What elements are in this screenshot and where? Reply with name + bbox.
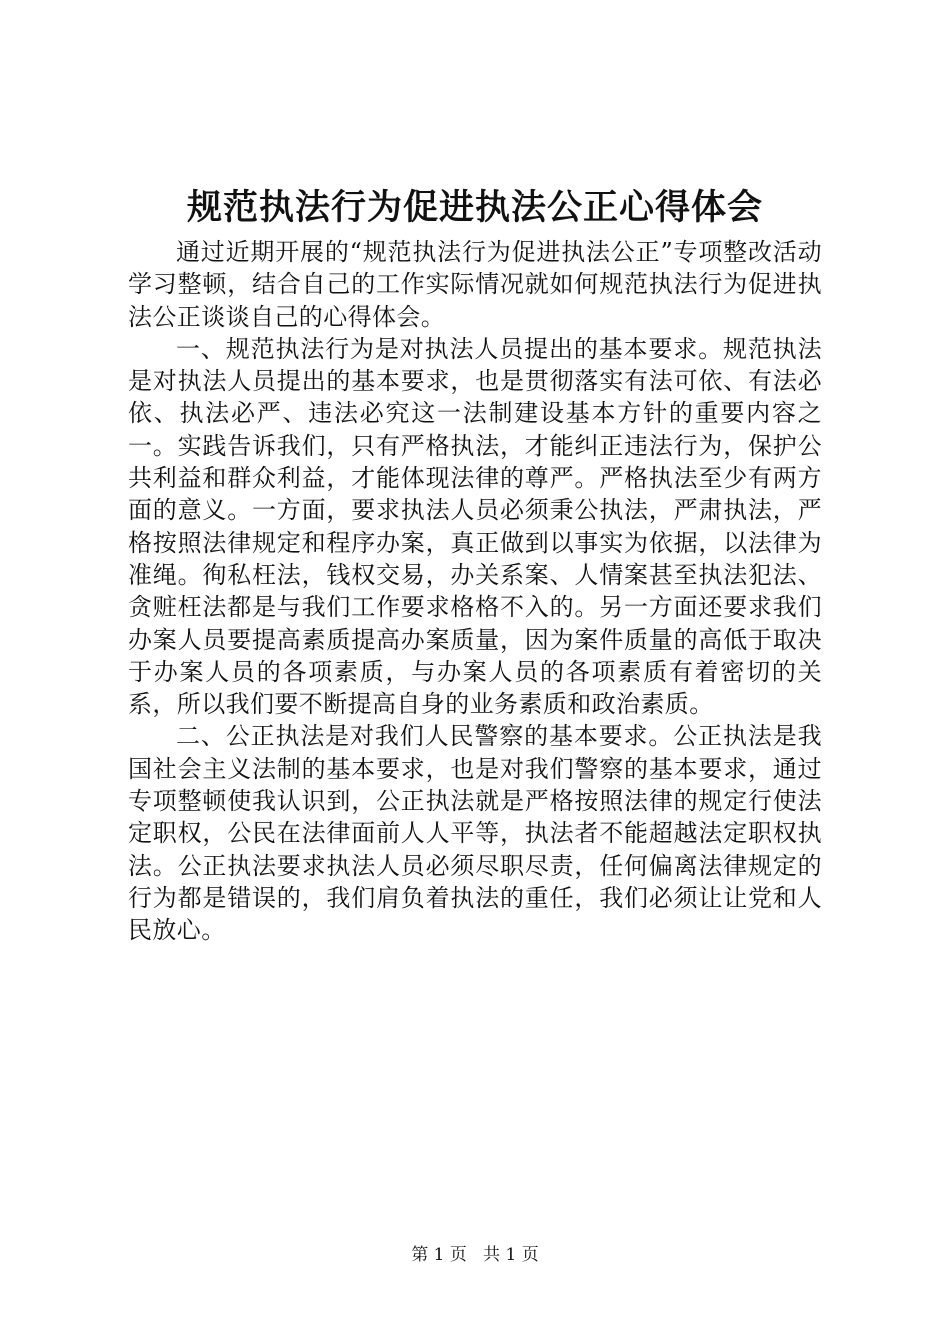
paragraph-section-2: 二、公正执法是对我们人民警察的基本要求。公正执法是我国社会主义法制的基本要求，也是对我们警察的基本要求，通过专项整顿使我认识到，公正执法就是严格按照法律的规定行使法定职权，公民在法律面前人人平等，执法者不能超越法定职权执法。公正执法要求执法人员必须尽职尽责，任何偏离法律规定的行为都是错误的，我们肩负着执法的重任，我们必须让让党和人民放心。 (128, 722, 822, 945)
paragraph-section-1: 一、规范执法行为是对执法人员提出的基本要求。规范执法是对执法人员提出的基本要求，也是贯彻落实有法可依、有法必依、执法必严、违法必究这一法制建设基本方针的重要内容之一。实践告诉我们，只有严格执法，才能纠正违法行为，保护公共利益和群众利益，才能体现法律的尊严。严格执法至少有两方面的意义。一方面，要求执法人员必须秉公执法，严肃执法，严格按照法律规定和程序办案，真正做到以事实为依据，以法律为准绳。徇私枉法，钱权交易，办关系案、人情案甚至执法犯法、贪赃枉法都是与我们工作要求格格不入的。另一方面还要求我们办案人员要提高素质提高办案质量，因为案件质量的高低于取决于办案人员的各项素质，与办案人员的各项素质有着密切的关系，所以我们要不断提高自身的业务素质和政治素质。 (128, 334, 822, 719)
document-body (128, 236, 822, 947)
page-number-label: 第 1 页 共 1 页 (411, 1245, 539, 1265)
paragraph-intro: 通过近期开展的“规范执法行为促进执法公正”专项整改活动学习整顿，结合自己的工作实际情况就如何规范执法行为促进执法公正谈谈自己的心得体会。 (128, 238, 822, 331)
page-footer (0, 1243, 950, 1267)
document-title: 规范执法行为促进执法公正心得体会 (186, 188, 763, 228)
